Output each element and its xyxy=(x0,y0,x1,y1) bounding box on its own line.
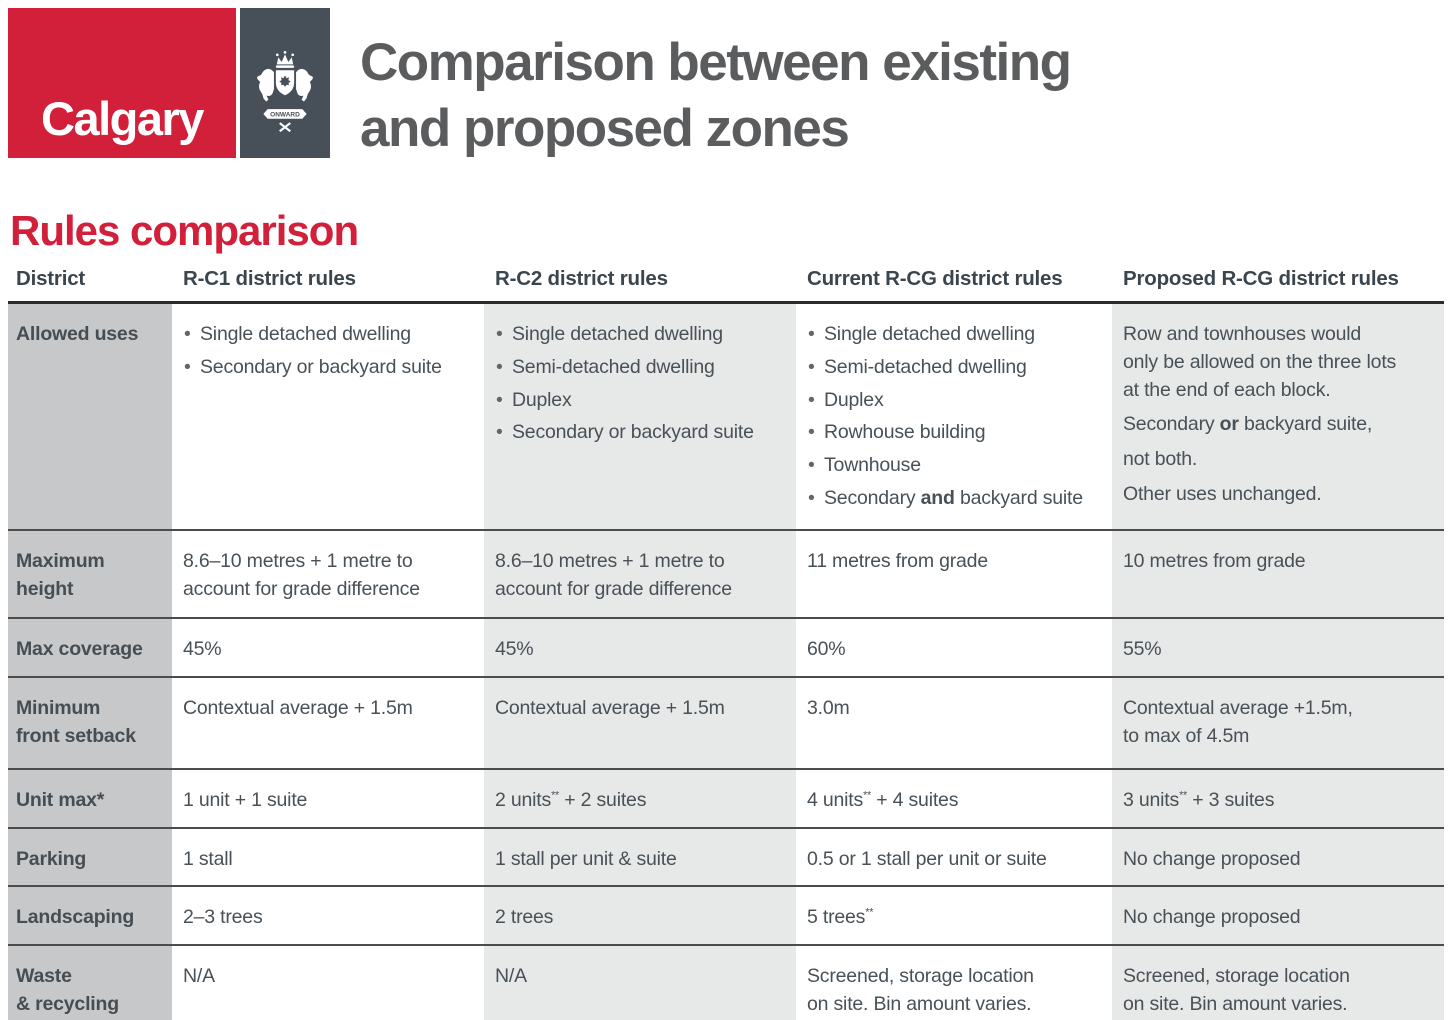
bullet-item: • Single detached dwelling xyxy=(183,321,474,349)
bullet-item: • Single detached dwelling xyxy=(495,321,786,349)
cell-maximum-height-current-r-cg: 11 metres from grade xyxy=(796,531,1112,617)
cell-minimum-front-setback-proposed-r-cg: Contextual average +1.5m, to max of 4.5m xyxy=(1112,678,1444,768)
bullet-item: • Secondary or backyard suite xyxy=(495,419,786,447)
cell-parking-current-r-cg: 0.5 or 1 stall per unit or suite xyxy=(796,829,1112,886)
paragraph: Other uses unchanged. xyxy=(1123,482,1322,505)
rules-comparison-table xyxy=(8,264,1444,1020)
table-row-minimum-front-setback xyxy=(8,678,1444,770)
cell-landscaping-r-c1: 2–3 trees xyxy=(172,887,484,944)
bullet-item: • Rowhouse building xyxy=(807,419,1102,447)
cell-parking-r-c1: 1 stall xyxy=(172,829,484,886)
cell-landscaping-current-r-cg: 5 trees** xyxy=(796,887,1112,944)
table-row-waste-recycling xyxy=(8,946,1444,1020)
cell-maximum-height-r-c1: 8.6–10 metres + 1 metre to account for grade difference xyxy=(172,531,484,617)
page-title xyxy=(360,30,1070,162)
page-title-line2: and proposed zones xyxy=(360,99,849,158)
cell-maximum-height-r-c2: 8.6–10 metres + 1 metre to account for grade difference xyxy=(484,531,796,617)
banner xyxy=(8,8,1444,162)
row-label-parking: Parking xyxy=(8,829,172,886)
row-label-max-coverage: Max coverage xyxy=(8,619,172,676)
table-row-unit-max xyxy=(8,770,1444,829)
cell-unit-max-r-c2: 2 units** + 2 suites xyxy=(484,770,796,827)
bullet-list xyxy=(495,321,786,447)
cell-unit-max-current-r-cg: 4 units** + 4 suites xyxy=(796,770,1112,827)
row-label-maximum-height: Maximum height xyxy=(8,531,172,617)
cell-maximum-height-proposed-r-cg: 10 metres from grade xyxy=(1112,531,1444,617)
bullet-list xyxy=(807,321,1102,512)
paragraph: Secondary or backyard suite, xyxy=(1123,413,1373,436)
row-label-allowed-uses: Allowed uses xyxy=(8,304,172,529)
table-row-max-coverage xyxy=(8,619,1444,678)
cell-waste-recycling-current-r-cg: Screened, storage location on site. Bin amount varies. xyxy=(796,946,1112,1020)
calgary-logo xyxy=(8,8,236,158)
cell-waste-recycling-r-c1: N/A xyxy=(172,946,484,1020)
cell-waste-recycling-r-c2: N/A xyxy=(484,946,796,1020)
table-row-allowed-uses xyxy=(8,304,1444,531)
cell-max-coverage-r-c2: 45% xyxy=(484,619,796,676)
cell-minimum-front-setback-r-c1: Contextual average + 1.5m xyxy=(172,678,484,768)
cell-waste-recycling-proposed-r-cg: Screened, storage location on site. Bin amount varies. xyxy=(1112,946,1444,1020)
crest-motto-text: ONWARD xyxy=(270,111,300,119)
table-row-maximum-height xyxy=(8,531,1444,619)
row-label-waste-recycling: Waste & recycling xyxy=(8,946,172,1020)
bullet-item: • Secondary and backyard suite xyxy=(807,485,1102,513)
cell-minimum-front-setback-r-c2: Contextual average + 1.5m xyxy=(484,678,796,768)
cell-max-coverage-proposed-r-cg: 55% xyxy=(1112,619,1444,676)
cell-max-coverage-r-c1: 45% xyxy=(172,619,484,676)
row-label-unit-max: Unit max* xyxy=(8,770,172,827)
section-title: Rules comparison xyxy=(10,207,359,254)
table-header-row xyxy=(8,264,1444,304)
page-title-line1: Comparison between existing xyxy=(360,33,1071,92)
row-label-landscaping: Landscaping xyxy=(8,887,172,944)
bullet-item: • Secondary or backyard suite xyxy=(183,354,474,382)
bullet-item: • Single detached dwelling xyxy=(807,321,1102,349)
col-header-r-c2: R-C2 district rules xyxy=(484,264,796,301)
cell-minimum-front-setback-current-r-cg: 3.0m xyxy=(796,678,1112,768)
bullet-list xyxy=(183,321,474,381)
col-header-current-r-cg: Current R-CG district rules xyxy=(796,264,1112,301)
col-header-district: District xyxy=(8,264,172,301)
cell-unit-max-proposed-r-cg: 3 units** + 3 suites xyxy=(1112,770,1444,827)
paragraph: not both. xyxy=(1123,448,1198,471)
col-header-proposed-r-cg: Proposed R-CG district rules xyxy=(1112,264,1444,301)
table-row-parking xyxy=(8,829,1444,888)
cell-parking-proposed-r-cg: No change proposed xyxy=(1112,829,1444,886)
cell-allowed-uses-r-c2 xyxy=(484,304,796,529)
bullet-item: • Duplex xyxy=(495,387,786,415)
table-row-landscaping xyxy=(8,887,1444,946)
paragraph: Row and townhouses would only be allowed on the three lots at the end of each block. xyxy=(1123,323,1397,401)
bullet-item: • Semi-detached dwelling xyxy=(807,354,1102,382)
cell-landscaping-r-c2: 2 trees xyxy=(484,887,796,944)
cell-allowed-uses-current-r-cg xyxy=(796,304,1112,529)
calgary-logo-text: Calgary xyxy=(41,92,203,145)
row-label-minimum-front-setback: Minimum front setback xyxy=(8,678,172,768)
cell-parking-r-c2: 1 stall per unit & suite xyxy=(484,829,796,886)
cell-allowed-uses-r-c1 xyxy=(172,304,484,529)
cell-allowed-uses-proposed-r-cg xyxy=(1112,304,1444,529)
crest-icon xyxy=(251,50,319,150)
calgary-crest xyxy=(240,8,330,158)
bullet-item: • Townhouse xyxy=(807,452,1102,480)
bullet-item: • Semi-detached dwelling xyxy=(495,354,786,382)
cell-max-coverage-current-r-cg: 60% xyxy=(796,619,1112,676)
bullet-item: • Duplex xyxy=(807,387,1102,415)
col-header-r-c1: R-C1 district rules xyxy=(172,264,484,301)
cell-landscaping-proposed-r-cg: No change proposed xyxy=(1112,887,1444,944)
cell-unit-max-r-c1: 1 unit + 1 suite xyxy=(172,770,484,827)
